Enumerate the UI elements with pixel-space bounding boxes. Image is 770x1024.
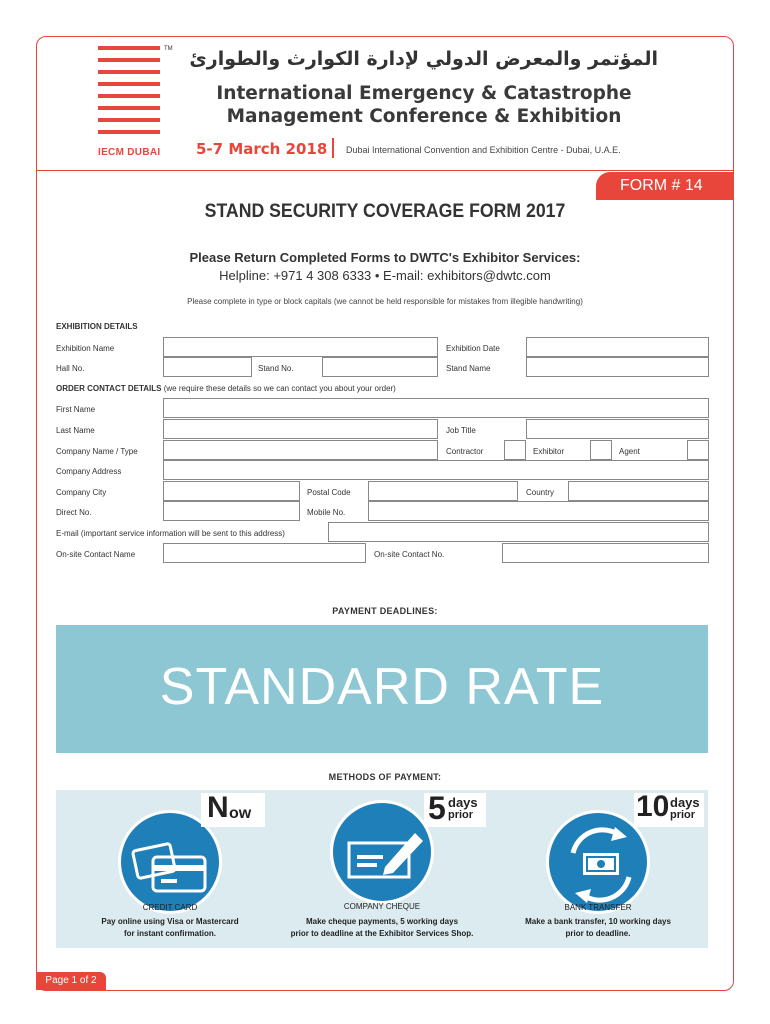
company-city-field[interactable] bbox=[163, 481, 300, 501]
first-name-field[interactable] bbox=[163, 398, 709, 418]
exhibition-name-label: Exhibition Name bbox=[56, 344, 115, 353]
cheque-desc-line2: prior to deadline at the Exhibitor Services Shop. bbox=[290, 929, 474, 938]
email-label: E-mail (important service information will be sent to this address) bbox=[56, 529, 285, 538]
standard-rate-band bbox=[56, 625, 708, 753]
header-divider bbox=[36, 170, 734, 171]
first-name-label: First Name bbox=[56, 405, 96, 414]
mobile-no-field[interactable] bbox=[368, 501, 709, 521]
event-dates: 5-7 March 2018 bbox=[196, 140, 328, 158]
company-city-label: Company City bbox=[56, 488, 107, 497]
last-name-field[interactable] bbox=[163, 419, 438, 439]
hall-no-field[interactable] bbox=[163, 357, 252, 377]
company-name-type-label: Company Name / Type bbox=[56, 447, 138, 456]
bank-transfer-desc-line1: Make a bank transfer, 10 working days bbox=[525, 917, 671, 926]
last-name-label: Last Name bbox=[56, 426, 95, 435]
order-contact-heading-note: (we require these details so we can contact you about your order) bbox=[163, 384, 396, 393]
onsite-contact-no-label: On-site Contact No. bbox=[374, 550, 445, 559]
capitals-note: Please complete in type or block capitals (we cannot be held responsible for mistakes from illegible handwriting) bbox=[187, 297, 583, 306]
bank-transfer-desc bbox=[498, 916, 698, 940]
exhibition-date-field[interactable] bbox=[526, 337, 709, 357]
contractor-checkbox[interactable] bbox=[504, 440, 526, 460]
conference-title-line2: Management Conference & Exhibition bbox=[226, 106, 622, 127]
exhibition-name-field[interactable] bbox=[163, 337, 438, 357]
mobile-no-label: Mobile No. bbox=[307, 508, 346, 517]
five-days-top: days bbox=[448, 795, 478, 810]
arabic-title: المؤتمر والمعرض الدولي لإدارة الكوارث والطوارئ bbox=[189, 48, 658, 70]
job-title-label: Job Title bbox=[446, 426, 476, 435]
postal-code-label: Postal Code bbox=[307, 488, 351, 497]
stand-no-label: Stand No. bbox=[258, 364, 294, 373]
postal-code-field[interactable] bbox=[368, 481, 518, 501]
contractor-label: Contractor bbox=[446, 447, 484, 456]
cheque-desc-line1: Make cheque payments, 5 working days bbox=[305, 917, 459, 926]
credit-card-desc-line1: Pay online using Visa or Mastercard bbox=[101, 917, 239, 926]
ten-days-big: 10 bbox=[636, 790, 670, 823]
iecm-logo bbox=[98, 46, 173, 161]
five-days-big: 5 bbox=[428, 790, 446, 826]
five-days-small: prior bbox=[448, 809, 474, 821]
credit-card-desc-line2: for instant confirmation. bbox=[124, 929, 216, 938]
conference-title-line1: International Emergency & Catastrophe bbox=[216, 83, 632, 104]
order-contact-heading bbox=[56, 384, 396, 393]
job-title-field[interactable] bbox=[526, 419, 709, 439]
stand-no-field[interactable] bbox=[322, 357, 438, 377]
direct-no-field[interactable] bbox=[163, 501, 300, 521]
agent-checkbox[interactable] bbox=[687, 440, 709, 460]
company-name-field[interactable] bbox=[163, 440, 438, 460]
exhibition-date-label: Exhibition Date bbox=[446, 344, 500, 353]
exhibitor-checkbox[interactable] bbox=[590, 440, 612, 460]
ten-days-small: prior bbox=[670, 809, 696, 821]
trademark-mark: TM bbox=[164, 46, 173, 52]
payment-deadlines-heading: PAYMENT DEADLINES: bbox=[332, 606, 438, 616]
ten-days-badge bbox=[634, 790, 704, 827]
conference-title bbox=[190, 82, 658, 128]
bank-transfer-desc-line2: prior to deadline. bbox=[565, 929, 631, 938]
onsite-contact-name-label: On-site Contact Name bbox=[56, 550, 136, 559]
cheque-desc bbox=[274, 916, 490, 940]
date-separator bbox=[332, 138, 334, 158]
country-label: Country bbox=[526, 488, 555, 497]
helpline-contact: Helpline: +971 4 308 6333 • E-mail: exhibitors@dwtc.com bbox=[219, 268, 551, 283]
bank-transfer-title: BANK TRANSFER bbox=[564, 903, 632, 912]
standard-rate-text: STANDARD RATE bbox=[159, 658, 605, 716]
direct-no-label: Direct No. bbox=[56, 508, 92, 517]
onsite-contact-no-field[interactable] bbox=[502, 543, 709, 563]
page-number: Page 1 of 2 bbox=[36, 972, 106, 990]
onsite-contact-name-field[interactable] bbox=[163, 543, 366, 563]
stand-name-label: Stand Name bbox=[446, 364, 491, 373]
company-address-field[interactable] bbox=[163, 460, 709, 480]
order-contact-heading-text: ORDER CONTACT DETAILS bbox=[56, 384, 162, 393]
now-badge-small: ow bbox=[229, 805, 252, 822]
email-field[interactable] bbox=[328, 522, 709, 542]
five-days-badge bbox=[424, 790, 486, 827]
credit-card-title: CREDIT CARD bbox=[142, 903, 198, 912]
form-title: STAND SECURITY COVERAGE FORM 2017 bbox=[204, 201, 566, 222]
credit-card-desc bbox=[70, 916, 270, 940]
hall-no-label: Hall No. bbox=[56, 364, 85, 373]
agent-label: Agent bbox=[619, 447, 640, 456]
company-address-label: Company Address bbox=[56, 467, 122, 476]
form-number-tab: FORM # 14 bbox=[596, 172, 734, 200]
stand-name-field[interactable] bbox=[526, 357, 709, 377]
exhibitor-label: Exhibitor bbox=[533, 447, 565, 456]
payment-methods-band bbox=[56, 790, 708, 948]
exhibition-details-heading: EXHIBITION DETAILS bbox=[56, 322, 138, 331]
return-instructions: Please Return Completed Forms to DWTC's Exhibitor Services: bbox=[189, 250, 581, 265]
methods-of-payment-heading: METHODS OF PAYMENT: bbox=[328, 772, 442, 782]
country-field[interactable] bbox=[568, 481, 709, 501]
now-badge-big: N bbox=[207, 791, 229, 824]
cheque-title: COMPANY CHEQUE bbox=[343, 902, 421, 911]
now-badge bbox=[201, 793, 265, 827]
ten-days-top: days bbox=[670, 795, 700, 810]
cheque-icon bbox=[330, 800, 434, 904]
logo-text: IECM DUBAI bbox=[98, 147, 161, 158]
event-venue: Dubai International Convention and Exhibition Centre - Dubai, U.A.E. bbox=[346, 145, 621, 155]
